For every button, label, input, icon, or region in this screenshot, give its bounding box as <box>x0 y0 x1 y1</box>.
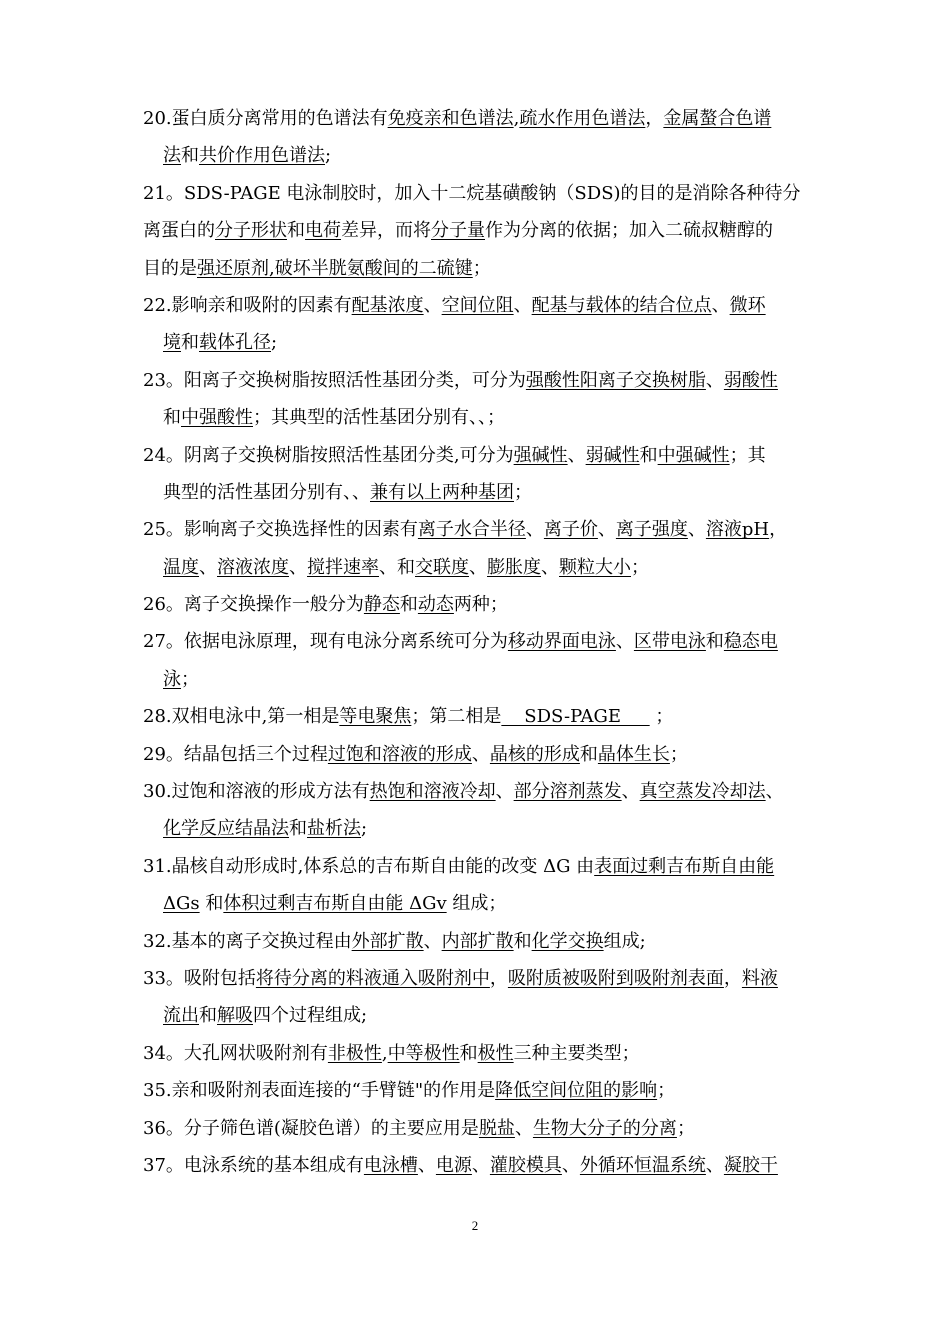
text-segment: 、 <box>765 781 784 803</box>
text-segment: ；其 <box>729 444 766 466</box>
answer-blank: 等电聚焦 <box>339 706 412 728</box>
text-segment: 、 <box>525 519 544 541</box>
answer-blank: SDS-PAGE <box>501 706 650 728</box>
text-segment: 典型的活性基团分别有、、 <box>163 481 370 503</box>
text-segment: 和 <box>705 631 724 653</box>
answer-blank: 内部扩散 <box>441 930 514 952</box>
answer-blank: 中强碱性 <box>657 444 730 466</box>
question-list <box>143 104 809 1188</box>
text-segment: 作为分离的依据；加入二硫叔糖醇的 <box>485 220 773 242</box>
page-number: 2 <box>471 1218 479 1233</box>
text-line <box>143 740 809 777</box>
text-segment: 21。SDS-PAGE 电泳制胶时，加入十二烷基磺酸钠（SDS)的目的是消除各种待分 <box>143 182 801 204</box>
answer-blank: 真空蒸发冷却法 <box>639 781 766 803</box>
text-segment: 、 <box>711 294 730 316</box>
answer-blank: 泳 <box>163 668 181 690</box>
text-segment: 组成; <box>603 930 646 952</box>
answer-blank: 过饱和溶液的形成 <box>327 743 472 765</box>
text-segment: 37。电泳系统的基本组成有 <box>143 1154 364 1176</box>
text-segment: ；其典型的活性基团分别有、、； <box>253 407 505 429</box>
text-segment: 目的是 <box>143 257 197 279</box>
answer-blank: ΔGs <box>163 893 200 915</box>
answer-blank: 搅拌速率 <box>307 556 379 578</box>
text-segment: ， <box>489 967 508 989</box>
answer-blank: 解吸 <box>217 1005 253 1027</box>
answer-blank: 晶核的形成 <box>489 743 580 765</box>
answer-blank: 体积过剩吉布斯自由能 ΔGv <box>223 893 447 915</box>
text-segment: ， <box>645 108 664 129</box>
answer-blank: 吸附质被吸附到吸附剂表面 <box>507 967 724 989</box>
answer-blank: 溶液pH <box>705 519 770 541</box>
text-segment: 和 <box>639 444 658 466</box>
text-line <box>143 964 809 1001</box>
text-segment: 和 <box>287 220 305 242</box>
text-segment: 和 <box>289 818 307 840</box>
text-segment: 、 <box>423 930 442 952</box>
answer-blank: 料液 <box>741 967 778 989</box>
answer-blank: 非极性 <box>327 1042 382 1064</box>
answer-blank: 灌胶模具 <box>489 1154 562 1176</box>
text-line <box>143 889 809 926</box>
text-segment: 36。分子筛色谱(凝胶色谱）的主要应用是 <box>143 1117 479 1139</box>
answer-blank: 电荷 <box>305 220 341 242</box>
text-line <box>143 478 809 515</box>
answer-blank: 境 <box>163 332 181 354</box>
text-segment: ， <box>769 519 788 541</box>
text-segment: 32.基本的离子交换过程由 <box>143 930 352 952</box>
text-segment: 26。离子交换操作一般分为 <box>143 594 364 616</box>
text-segment: 、 <box>621 781 640 803</box>
text-line <box>143 328 809 365</box>
text-segment: 30.过饱和溶液的形成方法有 <box>143 781 370 803</box>
answer-blank: 共价作用色谱法 <box>199 145 325 167</box>
text-line <box>143 814 809 851</box>
text-segment: 、 <box>495 781 514 803</box>
text-segment: 三种主要类型； <box>513 1042 640 1064</box>
answer-blank: 金属螯合色谱 <box>663 108 772 129</box>
text-segment: 和 <box>399 594 418 616</box>
text-line <box>143 1076 809 1113</box>
text-segment: 离蛋白的 <box>143 220 215 242</box>
text-line <box>143 1151 809 1188</box>
answer-blank: 膨胀度 <box>487 556 541 578</box>
answer-blank: 化学反应结晶法 <box>163 818 289 840</box>
text-line <box>143 216 809 253</box>
text-segment: 差异，而将 <box>341 220 431 242</box>
answer-blank: 外部扩散 <box>351 930 424 952</box>
text-segment: , <box>513 108 520 129</box>
text-segment: 四个过程组成; <box>253 1005 368 1027</box>
text-segment: 、 <box>561 1154 580 1176</box>
text-segment: 35.亲和吸附剂表面连接的“手臂链"的作用是 <box>143 1080 496 1102</box>
text-segment: 、和 <box>379 556 415 578</box>
text-line <box>143 515 809 552</box>
text-segment: 、 <box>615 631 634 653</box>
text-segment: 、 <box>705 1154 724 1176</box>
answer-blank: 溶液浓度 <box>217 556 289 578</box>
text-segment: ， <box>723 967 742 989</box>
text-segment: ； <box>657 1080 676 1102</box>
text-segment: ； <box>181 668 199 690</box>
text-segment: 、 <box>567 444 586 466</box>
answer-blank: 颗粒大小 <box>559 556 631 578</box>
text-segment: ； <box>514 481 532 503</box>
answer-blank: 部分溶剂蒸发 <box>513 781 622 803</box>
answer-blank: 中强酸性 <box>181 407 253 429</box>
answer-blank: 动态 <box>417 594 454 616</box>
text-segment: 、 <box>705 369 724 391</box>
text-segment: 29。结晶包括三个过程 <box>143 743 328 765</box>
text-line <box>143 553 809 590</box>
answer-blank: 中等极性 <box>387 1042 460 1064</box>
text-segment: 、 <box>289 556 307 578</box>
answer-blank: 热饱和溶液冷却 <box>369 781 496 803</box>
answer-blank: 静态 <box>363 594 400 616</box>
text-segment: 、 <box>417 1154 436 1176</box>
answer-blank: 凝胶干 <box>723 1154 778 1176</box>
text-segment: ; <box>325 145 332 167</box>
text-line <box>143 777 809 814</box>
text-line <box>143 1039 809 1076</box>
text-segment: 和 <box>459 1042 478 1064</box>
text-segment: 两种； <box>453 594 508 616</box>
text-segment: 、 <box>513 294 532 316</box>
text-segment: ； <box>631 556 649 578</box>
answer-blank: 电源 <box>435 1154 472 1176</box>
text-line <box>143 590 809 627</box>
answer-blank: 将待分离的料液通入吸附剂中 <box>255 967 490 989</box>
answer-blank: 电泳槽 <box>363 1154 418 1176</box>
answer-blank: 温度 <box>163 556 199 578</box>
text-segment: ; <box>361 818 368 840</box>
answer-blank: 降低空间位阻的影响 <box>495 1080 658 1102</box>
answer-blank: 移动界面电泳 <box>507 631 616 653</box>
text-segment: 、 <box>199 556 217 578</box>
text-line <box>143 627 809 664</box>
text-segment: 34。大孔网状吸附剂有 <box>143 1042 328 1064</box>
answer-blank: 极性 <box>477 1042 514 1064</box>
text-segment: ; <box>271 332 278 354</box>
answer-blank: 流出 <box>163 1005 199 1027</box>
text-segment: 和 <box>163 407 181 429</box>
answer-blank: 法 <box>163 145 181 167</box>
text-segment: 和 <box>579 743 598 765</box>
answer-blank: 疏水作用色谱法 <box>519 108 646 129</box>
text-segment: 、 <box>514 1117 533 1139</box>
text-segment: 27。依据电泳原理，现有电泳分离系统可分为 <box>143 631 508 653</box>
answer-blank: 强碱性 <box>513 444 568 466</box>
answer-blank: 离子水合半径 <box>417 519 526 541</box>
text-line <box>143 141 809 178</box>
text-segment: 组成； <box>446 893 507 915</box>
text-segment: 、 <box>541 556 559 578</box>
answer-blank: 分子形状 <box>215 220 287 242</box>
text-segment: 和 <box>199 893 224 915</box>
text-line <box>143 665 809 702</box>
answer-blank: 表面过剩吉布斯自由能 <box>594 855 775 877</box>
text-segment: 、 <box>597 519 616 541</box>
text-line <box>143 1001 809 1038</box>
text-segment: 22.影响亲和吸附的因素有 <box>143 294 352 316</box>
text-segment: 23。阳离子交换树脂按照活性基团分类，可分为 <box>143 369 526 391</box>
text-segment: 20.蛋白质分离常用的色谱法有 <box>143 108 388 129</box>
text-segment: 、 <box>471 1154 490 1176</box>
answer-blank: 免疫亲和色谱法 <box>387 108 514 129</box>
text-segment: ； <box>649 706 674 728</box>
answer-blank: 强酸性阳离子交换树脂 <box>525 369 706 391</box>
answer-blank: 盐析法 <box>307 818 361 840</box>
text-segment: 、 <box>423 294 442 316</box>
text-segment: 和 <box>181 145 199 167</box>
text-line <box>143 254 809 291</box>
answer-blank: 区带电泳 <box>633 631 706 653</box>
text-line <box>143 702 809 739</box>
text-line <box>143 441 809 478</box>
text-segment: ；第二相是 <box>411 706 502 728</box>
answer-blank: 脱盐 <box>478 1117 515 1139</box>
answer-blank: 配基与载体的结合位点 <box>531 294 712 316</box>
text-segment: 和 <box>199 1005 217 1027</box>
text-segment: 、 <box>471 743 490 765</box>
text-line <box>143 927 809 964</box>
answer-blank: 生物大分子的分离 <box>532 1117 677 1139</box>
answer-blank: 配基浓度 <box>351 294 424 316</box>
text-segment: 和 <box>513 930 532 952</box>
text-segment: 31.晶核自动形成时,体系总的吉布斯自由能的改变 ΔG 由 <box>143 855 595 877</box>
text-line <box>143 403 809 440</box>
answer-blank: 离子价 <box>543 519 598 541</box>
answer-blank: 晶体生长 <box>597 743 670 765</box>
text-segment: 24。阴离子交换树脂按照活性基团分类,可分为 <box>143 444 514 466</box>
text-line <box>143 104 809 141</box>
text-segment: ； <box>676 1117 695 1139</box>
text-line <box>143 366 809 403</box>
text-segment: 25。影响离子交换选择性的因素有 <box>143 519 418 541</box>
answer-blank: 载体孔径 <box>199 332 271 354</box>
text-line <box>143 291 809 328</box>
answer-blank: 交联度 <box>415 556 469 578</box>
answer-blank: 化学交换 <box>531 930 604 952</box>
text-segment: ； <box>472 257 491 279</box>
answer-blank: 外循环恒温系统 <box>579 1154 706 1176</box>
text-segment: 33。吸附包括 <box>143 967 256 989</box>
text-segment: 、 <box>469 556 487 578</box>
answer-blank: 弱酸性 <box>723 369 778 391</box>
answer-blank: 空间位阻 <box>441 294 514 316</box>
text-line <box>143 179 809 216</box>
text-segment: , <box>381 1042 388 1064</box>
answer-blank: 离子强度 <box>615 519 688 541</box>
text-segment: 和 <box>181 332 199 354</box>
answer-blank: 稳态电 <box>723 631 778 653</box>
answer-blank: 兼有以上两种基团 <box>370 481 514 503</box>
answer-blank: 强还原剂,破坏半胱氨酸间的二硫键 <box>197 257 473 279</box>
answer-blank: 微环 <box>729 294 766 316</box>
text-line <box>143 1114 809 1151</box>
text-segment: ； <box>669 743 688 765</box>
text-line <box>143 852 809 889</box>
answer-blank: 弱碱性 <box>585 444 640 466</box>
answer-blank: 分子量 <box>431 220 485 242</box>
text-segment: 、 <box>687 519 706 541</box>
text-segment: 28.双相电泳中,第一相是 <box>143 706 340 728</box>
